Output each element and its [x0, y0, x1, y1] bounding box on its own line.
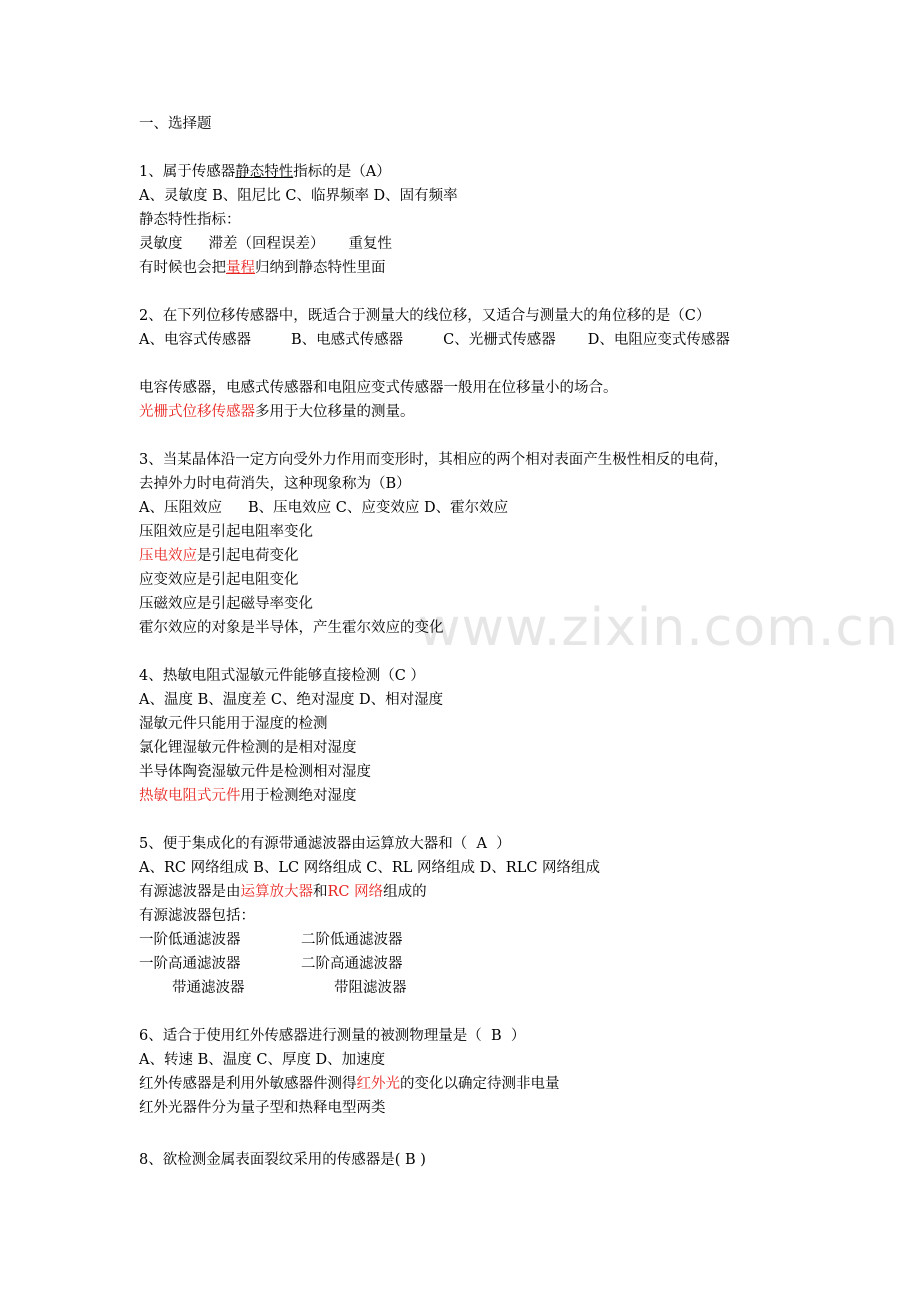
- q4-stem: 4、热敏电阻式湿敏元件能够直接检测（C ）: [139, 668, 425, 684]
- q3-stem-1: 3、当某晶体沿一定方向受外力作用而变形时，其相应的两个相对表面产生极性相反的电荷，: [139, 452, 729, 468]
- q3-note-2: 压电效应是引起电荷变化: [139, 548, 299, 564]
- q3-stem-2: 去掉外力时电荷消失，这种现象称为（B）: [139, 476, 411, 492]
- section-title: 一、选择题: [139, 116, 212, 132]
- q5-stem: 5、便于集成化的有源带通滤波器由运算放大器和（ A ）: [139, 836, 511, 852]
- q5-note-1: 有源滤波器是由运算放大器和RC 网络组成的: [139, 884, 427, 900]
- q5-filter-row-1: 一阶低通滤波器 二阶低通滤波器: [139, 932, 403, 948]
- watermark: www.zixin.com.cn: [418, 598, 899, 658]
- q5-note-2: 有源滤波器包括：: [139, 908, 255, 924]
- range-highlight: 量程: [226, 260, 255, 276]
- q6-stem: 6、适合于使用红外传感器进行测量的被测物理量是（ B ）: [139, 1028, 526, 1044]
- q3-note-4: 压磁效应是引起磁导率变化: [139, 596, 313, 612]
- q5-options: A、RC 网络组成 B、LC 网络组成 C、RL 网络组成 D、RLC 网络组成: [139, 860, 601, 876]
- q4-options: A、温度 B、温度差 C、绝对湿度 D、相对湿度: [139, 692, 444, 708]
- q6-note-1: 红外传感器是利用外敏感器件测得红外光的变化以确定待测非电量: [139, 1076, 560, 1092]
- q4-note-1: 湿敏元件只能用于湿度的检测: [139, 716, 328, 732]
- q3-note-1: 压阻效应是引起电阻率变化: [139, 524, 313, 540]
- q5-filter-row-3: 带通滤波器 带阻滤波器: [172, 980, 407, 996]
- q3-options: A、压阻效应 B、压电效应 C、应变效应 D、霍尔效应: [139, 500, 509, 516]
- q2-stem: 2、在下列位移传感器中，既适合于测量大的线位移，又适合与测量大的角位移的是（C）: [139, 308, 711, 324]
- q1-note-2: 灵敏度 滞差（回程误差） 重复性: [139, 236, 392, 252]
- q4-note-4: 热敏电阻式元件用于检测绝对湿度: [139, 788, 357, 804]
- q4-note-2: 氯化锂湿敏元件检测的是相对湿度: [139, 740, 357, 756]
- q1-note-1: 静态特性指标：: [139, 212, 241, 228]
- q5-filter-row-2: 一阶高通滤波器 二阶高通滤波器: [139, 956, 403, 972]
- q4-note-3: 半导体陶瓷湿敏元件是检测相对湿度: [139, 764, 371, 780]
- q1-options: A、灵敏度 B、阻尼比 C、临界频率 D、固有频率: [139, 188, 458, 204]
- q2-options: A、电容式传感器 B、电感式传感器 C、光栅式传感器 D、电阻应变式传感器: [139, 332, 730, 348]
- q3-note-5: 霍尔效应的对象是半导体，产生霍尔效应的变化: [139, 620, 444, 636]
- q6-note-2: 红外光器件分为量子型和热释电型两类: [139, 1100, 386, 1116]
- q2-note-1: 电容传感器，电感式传感器和电阻应变式传感器一般用在位移量小的场合。: [139, 380, 618, 396]
- q1-stem: 1、属于传感器静态特性指标的是（A）: [139, 164, 391, 180]
- q3-note-3: 应变效应是引起电阻变化: [139, 572, 299, 588]
- q8-stem: 8、欲检测金属表面裂纹采用的传感器是( B ): [139, 1152, 426, 1168]
- static-characteristic-underlined: 静态特性: [235, 164, 294, 180]
- q2-note-2: 光栅式位移传感器多用于大位移量的测量。: [139, 404, 415, 420]
- q1-note-3: 有时候也会把量程归纳到静态特性里面: [139, 260, 386, 276]
- q6-options: A、转速 B、温度 C、厚度 D、加速度: [139, 1052, 386, 1068]
